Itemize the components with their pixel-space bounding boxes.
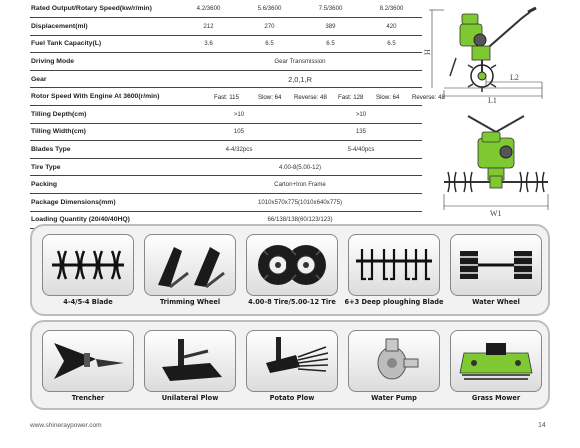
front-view-drawing — [438, 106, 554, 218]
accessories-top-panel — [30, 224, 550, 316]
spec-value: 105 — [178, 123, 300, 141]
spec-row-package-dimensions — [30, 194, 422, 212]
unilateral-plow-icon — [148, 333, 232, 389]
water-wheel-icon — [454, 237, 538, 293]
spec-value: Fast: 115 — [214, 94, 239, 102]
accessory-tile — [450, 330, 542, 392]
tire-icon — [250, 237, 334, 293]
deep-plough-blade-icon — [352, 237, 436, 293]
spec-label: Gear — [30, 70, 178, 88]
accessory-tile — [450, 234, 542, 296]
spec-value: 212 — [178, 18, 239, 36]
spec-value: Reverse: 48 — [294, 94, 327, 102]
dimension-h-label: H — [423, 49, 432, 55]
grass-mower-icon — [454, 333, 538, 389]
spec-value: 270 — [239, 18, 300, 36]
accessory-label: Trencher — [71, 394, 105, 402]
spec-value: Fast: 128 — [338, 94, 364, 102]
accessory-tile — [144, 330, 236, 392]
spec-value: 4-4/32pcs — [178, 141, 300, 159]
spec-label: Tilling Depth(cm) — [30, 106, 178, 124]
accessories-bottom-panel — [30, 320, 550, 410]
potato-plow-icon — [250, 333, 334, 389]
spec-label: Blades Type — [30, 141, 178, 159]
accessory-tile — [246, 330, 338, 392]
spec-value: Slow: 64 — [376, 94, 400, 102]
spec-value: >10 — [178, 106, 300, 124]
spec-value-group — [178, 88, 445, 106]
spec-value: Gear Transmission — [178, 53, 422, 71]
spec-value: 5.6/3600 — [239, 0, 300, 18]
spec-label: Packing — [30, 176, 178, 194]
accessory-tile — [246, 234, 338, 296]
spec-value: 6.5 — [300, 35, 361, 53]
spec-row-tilling-depth — [30, 106, 422, 124]
spec-label: Fuel Tank Capacity(L) — [30, 35, 178, 53]
spec-row-tilling-width — [30, 123, 422, 141]
spec-row-displacement — [30, 18, 422, 36]
accessory-tile — [42, 234, 134, 296]
accessory-label: Potato Plow — [269, 394, 315, 402]
spec-table — [30, 0, 445, 247]
spec-row-tire-type — [30, 158, 422, 176]
accessory-tile — [348, 330, 440, 392]
spec-value: 6.5 — [361, 35, 422, 53]
accessory-grass-mower — [450, 330, 542, 402]
spec-value: 7.5/3600 — [300, 0, 361, 18]
spec-value: Reverse: 48 — [412, 94, 445, 102]
accessory-label: Water Wheel — [472, 298, 520, 306]
accessory-trencher — [42, 330, 134, 402]
accessory-label: 4-4/5-4 Blade — [63, 298, 113, 306]
spec-row-rotor-speed — [30, 88, 422, 106]
spec-row-rated-output — [30, 0, 422, 18]
spec-value: 135 — [300, 123, 422, 141]
spec-value: 66/138/138(60/123/123) — [178, 211, 422, 229]
spec-value: 3.6 — [178, 35, 239, 53]
accessory-tile — [42, 330, 134, 392]
spec-label: Rotor Speed With Engine At 3600(r/min) — [30, 88, 178, 106]
spec-row-driving-mode — [30, 53, 422, 71]
accessory-water-pump — [348, 330, 440, 402]
spec-label: Displacement(ml) — [30, 18, 178, 36]
accessory-label: Water Pump — [371, 394, 417, 402]
dimension-l2-label: L2 — [510, 73, 519, 82]
accessory-label: Grass Mower — [471, 394, 521, 402]
accessory-label: 6+3 Deep ploughing Blade — [344, 298, 444, 306]
accessory-blade-set — [42, 234, 134, 306]
footer-website-url: www.shineraypower.com — [30, 422, 102, 429]
trimming-wheel-icon — [148, 237, 232, 293]
spec-label: Loading Quantity (20/40/40HQ) — [30, 211, 178, 229]
trencher-icon — [46, 333, 130, 389]
spec-value: Slow: 64 — [258, 94, 282, 102]
dimension-w1-label: W1 — [490, 209, 502, 218]
spec-value: >10 — [300, 106, 422, 124]
spec-value: 420 — [361, 18, 422, 36]
spec-value: 389 — [300, 18, 361, 36]
spec-label: Tire Type — [30, 158, 178, 176]
accessory-label: 4.00-8 Tire/5.00-12 Tire — [248, 298, 336, 306]
accessory-unilateral-plow — [144, 330, 236, 402]
page-number: 14 — [538, 422, 546, 429]
spec-label: Rated Output/Rotary Speed(kw/r/min) — [30, 0, 178, 18]
spec-value: 2,0,1,R — [178, 70, 422, 88]
water-pump-icon — [352, 333, 436, 389]
spec-value: 4.00-8(5.00-12) — [178, 158, 422, 176]
spec-row-gear — [30, 70, 422, 88]
spec-value: 6.5 — [239, 35, 300, 53]
spec-row-packing — [30, 176, 422, 194]
accessory-tire — [246, 234, 338, 306]
spec-value: 1010x570x775(1010x640x775) — [178, 194, 422, 212]
blade-set-icon — [46, 237, 130, 293]
accessory-label: Trimming Wheel — [159, 298, 221, 306]
accessory-deep-plough-blade — [344, 234, 444, 306]
spec-row-fuel-tank — [30, 35, 422, 53]
accessory-trimming-wheel — [144, 234, 236, 306]
spec-value: 5-4/40pcs — [300, 141, 422, 159]
accessory-water-wheel — [450, 234, 542, 306]
accessory-potato-plow — [246, 330, 338, 402]
accessory-tile — [348, 234, 440, 296]
spec-label: Package Dimensions(mm) — [30, 194, 178, 212]
dimension-l1-label: L1 — [488, 96, 497, 105]
spec-value: 4.2/3600 — [178, 0, 239, 18]
spec-value: 8.2/3600 — [361, 0, 422, 18]
spec-label: Driving Mode — [30, 53, 178, 71]
spec-row-blades-type — [30, 141, 422, 159]
accessory-tile — [144, 234, 236, 296]
side-view-drawing — [424, 2, 556, 104]
spec-value: Carton+Iron Frame — [178, 176, 422, 194]
accessory-label: Unilateral Plow — [161, 394, 219, 402]
spec-label: Tilling Width(cm) — [30, 123, 178, 141]
